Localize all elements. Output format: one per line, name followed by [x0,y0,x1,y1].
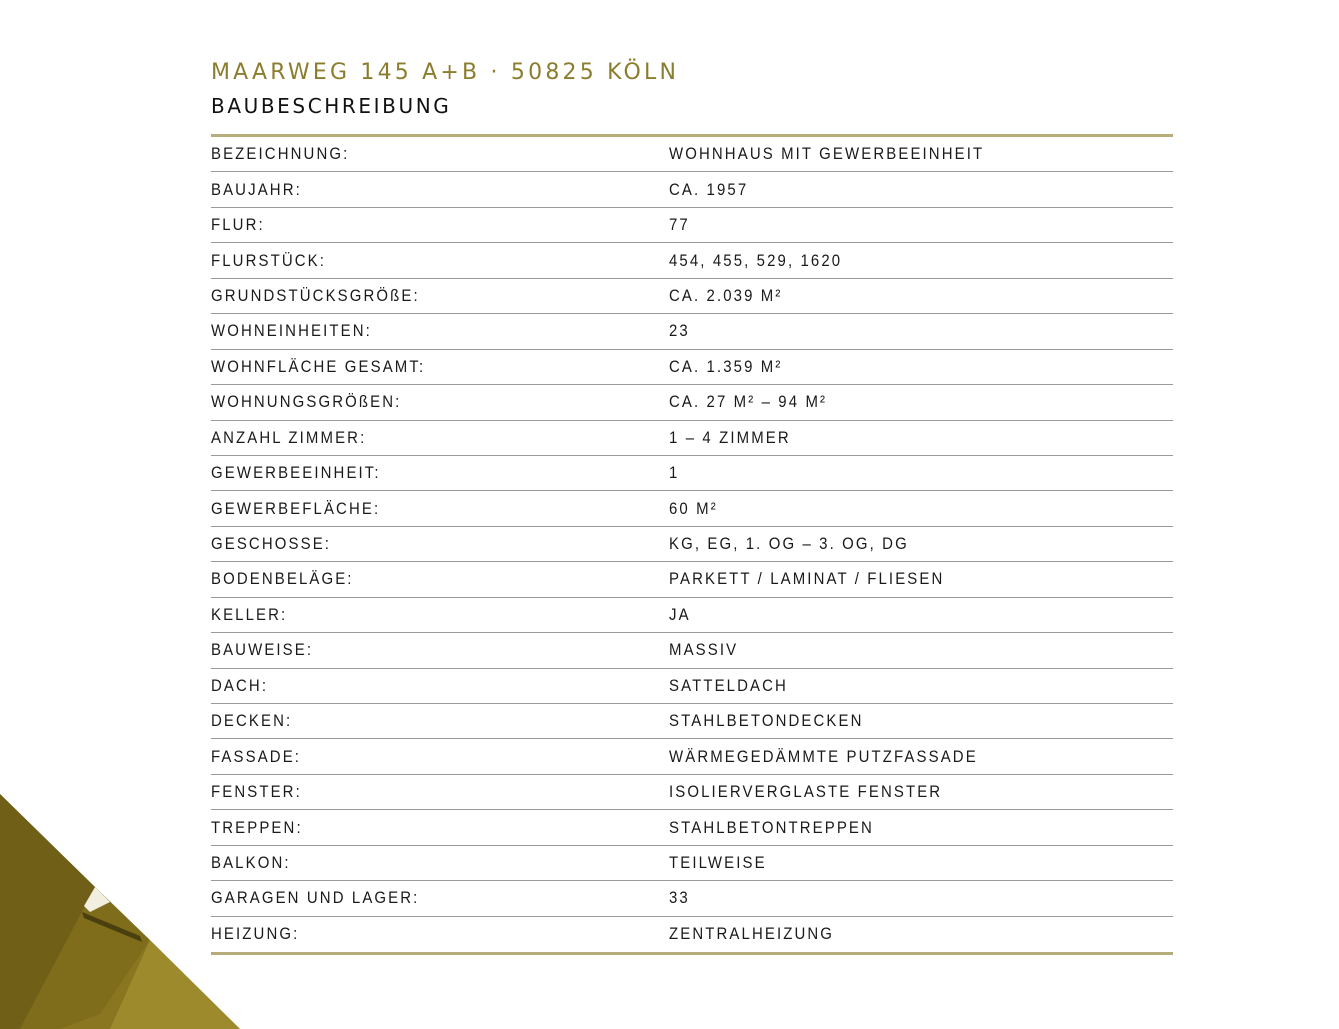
row-value: WOHNHAUS MIT GEWERBEEINHEIT [669,144,985,164]
row-value: 60 M² [669,498,718,518]
row-label: BODENBELÄGE: [211,569,354,589]
row-value: JA [669,604,691,624]
row-label: ANZAHL ZIMMER: [211,427,367,447]
table-row [211,846,1173,881]
table-row [211,669,1173,704]
address-heading: MAARWEG 145 A+B · 50825 KÖLN [211,60,680,85]
row-label: WOHNEINHEITEN: [211,321,372,341]
row-label: DECKEN: [211,711,293,731]
table-row [211,137,1173,172]
row-label: GESCHOSSE: [211,534,332,554]
row-value: STAHLBETONTREPPEN [669,817,874,837]
page-title: BAUBESCHREIBUNG [211,94,452,118]
row-label: GEWERBEEINHEIT: [211,463,381,483]
row-value: WÄRMEGEDÄMMTE PUTZFASSADE [669,746,978,766]
row-value: KG, EG, 1. OG – 3. OG, DG [669,534,909,554]
table-row [211,739,1173,774]
row-label: WOHNFLÄCHE GESAMT: [211,356,426,376]
row-label: GRUNDSTÜCKSGRÖßE: [211,285,420,305]
table-row [211,350,1173,385]
row-label: FASSADE: [211,746,302,766]
table-row [211,810,1173,845]
row-label: BALKON: [211,852,291,872]
row-value: CA. 1.359 M² [669,356,783,376]
row-label: FLURSTÜCK: [211,250,327,270]
row-label: WOHNUNGSGRÖßEN: [211,392,402,412]
row-label: DACH: [211,675,269,695]
row-value: SATTELDACH [669,675,788,695]
table-row [211,314,1173,349]
table-row [211,243,1173,278]
table-row [211,172,1173,207]
row-label: GEWERBEFLÄCHE: [211,498,381,518]
table-row [211,279,1173,314]
row-value: STAHLBETONDECKEN [669,711,864,731]
corner-decoration-image [0,794,240,1029]
table-row [211,633,1173,668]
row-label: GARAGEN UND LAGER: [211,888,420,908]
row-value: 454, 455, 529, 1620 [669,250,843,270]
row-value: MASSIV [669,640,739,660]
header [211,58,1173,121]
row-value: PARKETT / LAMINAT / FLIESEN [669,569,945,589]
row-value: 77 [669,215,690,235]
table-row [211,456,1173,491]
row-value: 1 – 4 ZIMMER [669,427,791,447]
spec-table [211,134,1173,955]
table-row [211,385,1173,420]
row-label: FENSTER: [211,782,302,802]
row-value: CA. 27 M² – 94 M² [669,392,828,412]
row-value: 1 [669,463,680,483]
table-row [211,598,1173,633]
row-value: 23 [669,321,690,341]
table-row [211,704,1173,739]
row-label: BAUWEISE: [211,640,314,660]
row-value: TEILWEISE [669,852,767,872]
row-label: FLUR: [211,215,265,235]
table-row [211,562,1173,597]
row-value: CA. 1957 [669,179,749,199]
table-row [211,421,1173,456]
row-value: ISOLIERVERGLASTE FENSTER [669,782,943,802]
table-row [211,208,1173,243]
table-row [211,527,1173,562]
table-row [211,775,1173,810]
row-label: BEZEICHNUNG: [211,144,350,164]
row-label: KELLER: [211,604,288,624]
row-label: BAUJAHR: [211,179,302,199]
table-row [211,917,1173,952]
row-label: TREPPEN: [211,817,303,837]
table-row [211,491,1173,526]
row-label: HEIZUNG: [211,924,300,944]
row-value: 33 [669,888,690,908]
row-value: ZENTRALHEIZUNG [669,924,835,944]
row-value: CA. 2.039 M² [669,285,783,305]
table-row [211,881,1173,916]
